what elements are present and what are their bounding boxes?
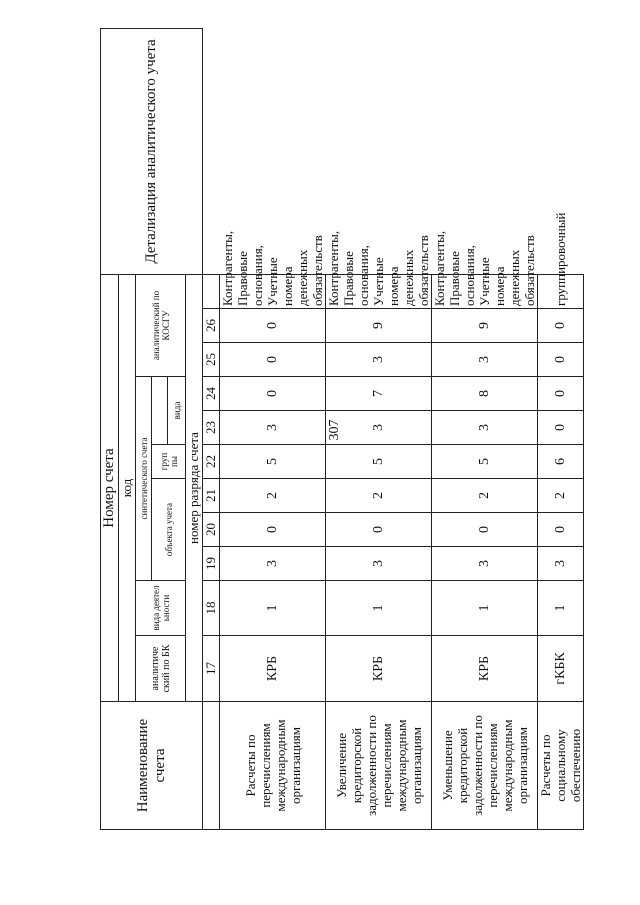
row-1-value: 3 bbox=[220, 411, 326, 445]
blank-digit-cell bbox=[203, 702, 220, 830]
row-3-value: 3 bbox=[432, 343, 538, 377]
row-1-detail: Контрагенты, Правовые основания, Учетные номера денежных обязательств bbox=[220, 274, 326, 308]
row-2-value: 1 bbox=[326, 581, 432, 636]
header-synthetic: синтетического счета bbox=[136, 377, 152, 581]
rotated-table-wrapper bbox=[100, 34, 583, 830]
header-code: код bbox=[119, 274, 136, 701]
row-3-value: КРБ bbox=[432, 636, 538, 702]
header-account-number: Номер счета bbox=[101, 274, 119, 701]
row-2-name: Увеличение кредиторской задолженности по перечислениям международным организациям bbox=[326, 702, 432, 830]
row-3-value: 8 bbox=[432, 377, 538, 411]
row-2-value: 0 bbox=[326, 513, 432, 547]
header-analytic-bk: аналитиче ский по БК bbox=[136, 636, 186, 702]
row-1-value: 1 bbox=[220, 581, 326, 636]
row-2-value: 3 bbox=[326, 547, 432, 581]
row-3-value: 2 bbox=[432, 479, 538, 513]
row-3-value: 0 bbox=[432, 513, 538, 547]
row-2-value: 7 bbox=[326, 377, 432, 411]
header-detail: Детализация аналитического учета bbox=[101, 28, 203, 274]
row-1-name: Расчеты по перечислениям международным организациям bbox=[220, 702, 326, 830]
row-2-value: 2 bbox=[326, 479, 432, 513]
row-1-value: 2 bbox=[220, 479, 326, 513]
digit-24: 24 bbox=[203, 377, 220, 411]
row-3-value: 3 bbox=[432, 411, 538, 445]
digit-26: 26 bbox=[203, 309, 220, 343]
digit-18: 18 bbox=[203, 581, 220, 636]
blank-digit-cell bbox=[203, 274, 220, 308]
header-accounting-object: объекта учета bbox=[152, 479, 186, 581]
row-2-value: 9 bbox=[326, 309, 432, 343]
row-3-name: Уменьшение кредиторской задолженности по перечислениям международным организациям bbox=[432, 702, 538, 830]
row-2-value: 5 bbox=[326, 445, 432, 479]
row-3-value: 9 bbox=[432, 309, 538, 343]
digit-19: 19 bbox=[203, 547, 220, 581]
digit-20: 20 bbox=[203, 513, 220, 547]
digit-23: 23 bbox=[203, 411, 220, 445]
row-4-value: 3 bbox=[538, 547, 584, 581]
row-4-value: 0 bbox=[538, 309, 584, 343]
header-group: груп пы bbox=[152, 445, 186, 479]
row-2-value: КРБ bbox=[326, 636, 432, 702]
row-3-value: 5 bbox=[432, 445, 538, 479]
row-1-value: 0 bbox=[220, 309, 326, 343]
row-3-detail: Контрагенты, Правовые основания, Учетные номера денежных обязательств bbox=[432, 274, 538, 308]
row-4-detail: группировочный bbox=[538, 274, 584, 308]
row-1-value: 0 bbox=[220, 513, 326, 547]
accounts-table bbox=[100, 28, 584, 830]
row-4-value: 0 bbox=[538, 411, 584, 445]
digit-17: 17 bbox=[203, 636, 220, 702]
page-number: 307 bbox=[327, 419, 342, 441]
row-4-value: 6 bbox=[538, 445, 584, 479]
header-activity-type: вида деятел ьности bbox=[136, 581, 186, 636]
row-4-value: 0 bbox=[538, 513, 584, 547]
header-kind: вида bbox=[168, 377, 186, 445]
row-1-value: 0 bbox=[220, 343, 326, 377]
row-4-name: Расчеты по социальному обеспечению bbox=[538, 702, 584, 830]
digit-21: 21 bbox=[203, 479, 220, 513]
digit-25: 25 bbox=[203, 343, 220, 377]
row-3-value: 3 bbox=[432, 547, 538, 581]
row-1-value: КРБ bbox=[220, 636, 326, 702]
header-digit-number: номер разряда счета bbox=[186, 274, 203, 701]
row-4-value: 0 bbox=[538, 343, 584, 377]
row-4-value: 1 bbox=[538, 581, 584, 636]
row-2-detail: Контрагенты, Правовые основания, Учетные номера денежных обязательств bbox=[326, 274, 432, 308]
row-1-value: 0 bbox=[220, 377, 326, 411]
row-4-value: гКБК bbox=[538, 636, 584, 702]
row-1-value: 5 bbox=[220, 445, 326, 479]
row-2-value: 3 bbox=[326, 343, 432, 377]
row-3-value: 1 bbox=[432, 581, 538, 636]
digit-22: 22 bbox=[203, 445, 220, 479]
header-analytic-kosgu: аналитический по КОСГУ bbox=[136, 274, 186, 376]
row-1-value: 3 bbox=[220, 547, 326, 581]
row-4-value: 2 bbox=[538, 479, 584, 513]
row-2-value: 3 bbox=[326, 411, 432, 445]
row-4-value: 0 bbox=[538, 377, 584, 411]
header-account-name: Наименование счета bbox=[101, 702, 203, 830]
